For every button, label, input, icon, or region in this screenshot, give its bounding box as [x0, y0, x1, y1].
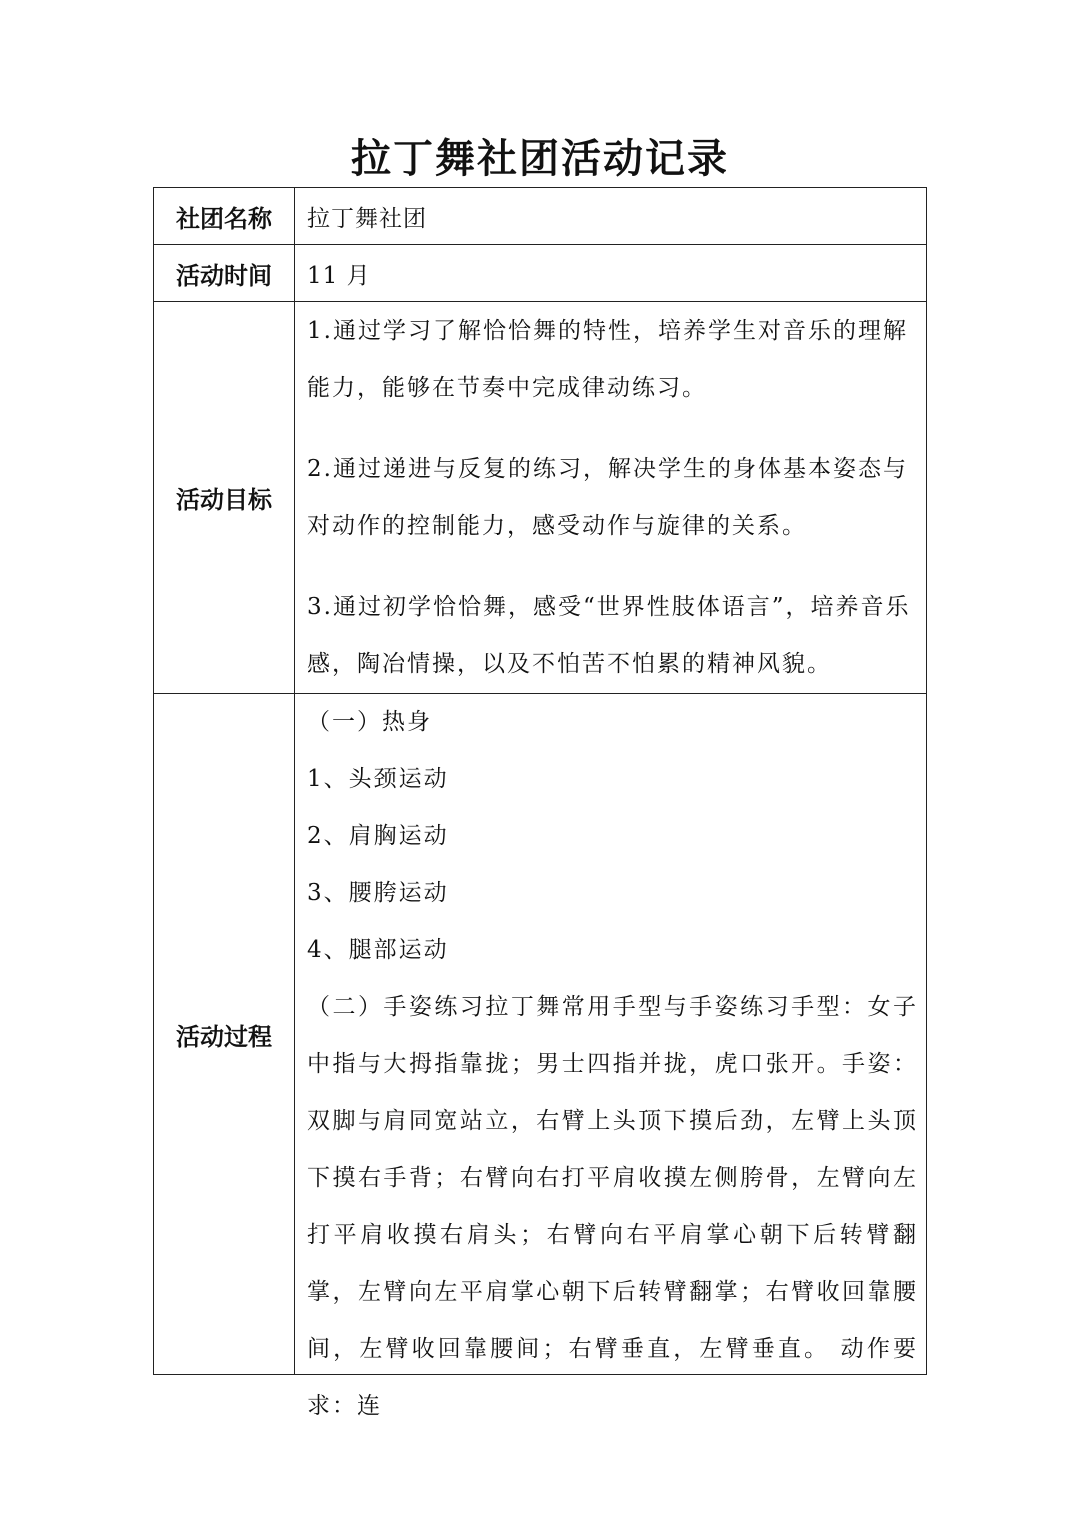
- process-content: [307, 694, 918, 1419]
- warmup-item: 4、腿部运动: [307, 937, 449, 963]
- activity-process-cell: [295, 694, 927, 1419]
- activity-time-row: [154, 245, 927, 302]
- warmup-item: 3、腰胯运动: [307, 880, 449, 906]
- activity-time-value: 11 月: [295, 245, 927, 302]
- club-name-row: [154, 188, 927, 245]
- club-name-value: 拉丁舞社团: [295, 188, 927, 245]
- page-title: 拉丁舞社团活动记录: [351, 136, 729, 182]
- activity-goals-cell: [295, 302, 927, 694]
- goal-item: 2.通过递进与反复的练习，解决学生的身体基本姿态与对动作的控制能力，感受动作与旋律的关系。: [307, 456, 908, 539]
- warmup-heading: （一）热身: [307, 709, 432, 735]
- activity-process-row: [154, 694, 927, 1375]
- activity-time-label: 活动时间: [154, 245, 295, 302]
- activity-goals-row: [154, 302, 927, 694]
- goal-item: 3.通过初学恰恰舞，感受“世界性肢体语言”，培养音乐感，陶冶情操，以及不怕苦不怕累的精神风貌。: [307, 594, 911, 677]
- warmup-item: 2、肩胸运动: [307, 823, 449, 849]
- club-name-label: 社团名称: [154, 188, 295, 245]
- goal-item: 1.通过学习了解恰恰舞的特性，培养学生对音乐的理解能力，能够在节奏中完成律动练习。: [307, 318, 908, 401]
- activity-record-table: [153, 187, 927, 1419]
- hand-practice-text: （二）手姿练习拉丁舞常用手型与手姿练习手型：女子中指与大拇指靠拢；男士四指并拢，虎口张开。手姿：双脚与肩同宽站立，右臂上头顶下摸后劲，左臂上头顶下摸右手背；右臂向右打平肩收摸左侧胯骨，左臂向左打平肩收摸右肩头；右臂向右平肩掌心朝下后转臂翻掌，左臂向左平肩掌心朝下后转臂翻掌；右臂收回靠腰间，左臂收回靠腰间；右臂垂直，左臂垂直。 动作要求：连: [307, 994, 918, 1419]
- warmup-item: 1、头颈运动: [307, 766, 449, 792]
- activity-goals-label: 活动目标: [154, 302, 295, 694]
- goals-list: [307, 302, 918, 693]
- activity-process-label: 活动过程: [154, 694, 295, 1375]
